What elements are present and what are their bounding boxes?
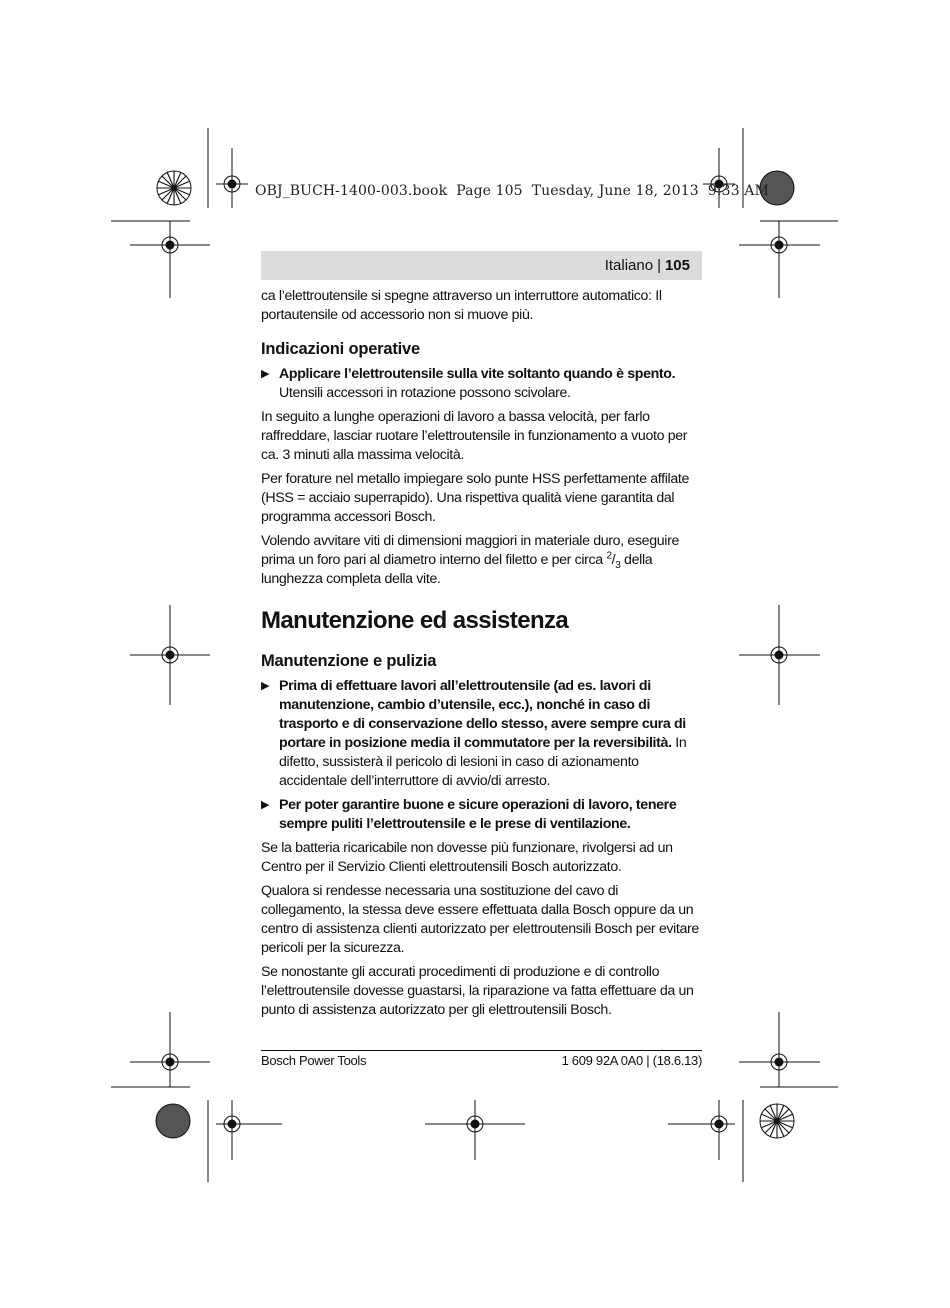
bullet-arrow-icon: ▶: [261, 799, 270, 811]
bullet-bold-text: Per poter garantire buone e sicure operazioni di lavoro, tenere sempre puliti l’elettroutensile e le prese di ventilazione.: [279, 797, 677, 832]
bullet-item: [261, 796, 702, 834]
footer-brand: Bosch Power Tools: [261, 1053, 367, 1068]
print-time: 9:33 AM: [707, 183, 769, 199]
section-heading-operative: Indicazioni operative: [261, 340, 421, 358]
main-heading: Manutenzione ed assistenza: [261, 607, 569, 634]
bullet-text: [279, 365, 702, 403]
paragraph-text: della lunghezza completa della vite.: [261, 552, 653, 587]
paragraph-text: Volendo avvitare viti di dimensioni maggiori in materiale duro, eseguire prima un foro pari al diametro interno del filetto e per circa: [261, 533, 679, 568]
paragraph: Qualora si rendesse necessaria una sostituzione del cavo di collegamento, la stessa deve essere effettuata dalla Bosch oppure da un centro di assistenza clienti autorizzato per elettroutensili Bosch per evitare pericoli per la sicurezza.: [261, 883, 699, 956]
page-body: [261, 287, 702, 1025]
footer-rule: [261, 1050, 702, 1051]
bullet-bold-text: Applicare l’elettroutensile sulla vite soltanto quando è spento.: [279, 366, 676, 382]
bullet-normal-text: Utensili accessori in rotazione possono scivolare.: [279, 385, 571, 401]
registration-dot-bl: [156, 1104, 190, 1138]
header-page-number: 105: [664, 257, 690, 274]
bullet-item: [261, 365, 702, 403]
print-file: OBJ_BUCH-1400-003.book: [255, 183, 448, 199]
paragraph: In seguito a lunghe operazioni di lavoro a bassa velocità, per farlo raffreddare, lasciar ruotare l’elettroutensile in funzionamento a vuoto per ca. 3 minuti alla massima velocità.: [261, 409, 688, 463]
print-info-line: [255, 183, 769, 199]
page-header: [261, 251, 702, 280]
bullet-normal-text: In difetto, sussisterà il pericolo di lesioni in caso di azionamento accidentale dell’interruttore di avvio/di arresto.: [279, 735, 687, 789]
footer-code: 1 609 92A 0A0 | (18.6.13): [561, 1053, 702, 1068]
print-date: Tuesday, June 18, 2013: [531, 183, 699, 199]
print-page: Page 105: [456, 183, 523, 199]
page-footer: [261, 1053, 702, 1068]
registration-starburst-tl: [157, 171, 191, 205]
fraction-denominator: 3: [615, 559, 621, 571]
section-heading-maintenance: Manutenzione e pulizia: [261, 652, 437, 670]
paragraph: Se la batteria ricaricabile non dovesse più funzionare, rivolgersi ad un Centro per il Servizio Clienti elettroutensili Bosch autorizzato.: [261, 840, 673, 875]
paragraph: Per forature nel metallo impiegare solo punte HSS perfettamente affilate (HSS = acciaio superrapido). Una rispettiva qualità viene garantita dal programma accessori Bosch.: [261, 471, 690, 525]
fraction-numerator: 2: [606, 550, 612, 562]
header-language: Italiano: [604, 257, 654, 274]
fraction-slash: /: [611, 552, 616, 568]
bullet-text: [279, 677, 702, 791]
bullet-arrow-icon: ▶: [261, 680, 270, 692]
registration-starburst-br: [760, 1104, 794, 1138]
bullet-arrow-icon: ▶: [261, 368, 270, 380]
header-separator: |: [657, 257, 661, 274]
paragraph: Se nonostante gli accurati procedimenti di produzione e di controllo l’elettroutensile dovesse guastarsi, la riparazione va fatta effettuare da un punto di assistenza autorizzato per gli elettroutensili Bosch.: [261, 964, 694, 1018]
paragraph-with-fraction: [261, 532, 702, 589]
bullet-item: [261, 677, 702, 791]
intro-paragraph: ca l’elettroutensile si spegne attraverso un interruttore automatico: Il portautensile od accessorio non si muove più.: [261, 288, 662, 323]
bullet-bold-text: Prima di effettuare lavori all’elettroutensile (ad es. lavori di manutenzione, cambio d’utensile, ecc.), nonché in caso di trasporto e di conservazione dello stesso, avere sempre cura di portare in posizione media il commutatore per la reversibilità.: [279, 678, 686, 751]
